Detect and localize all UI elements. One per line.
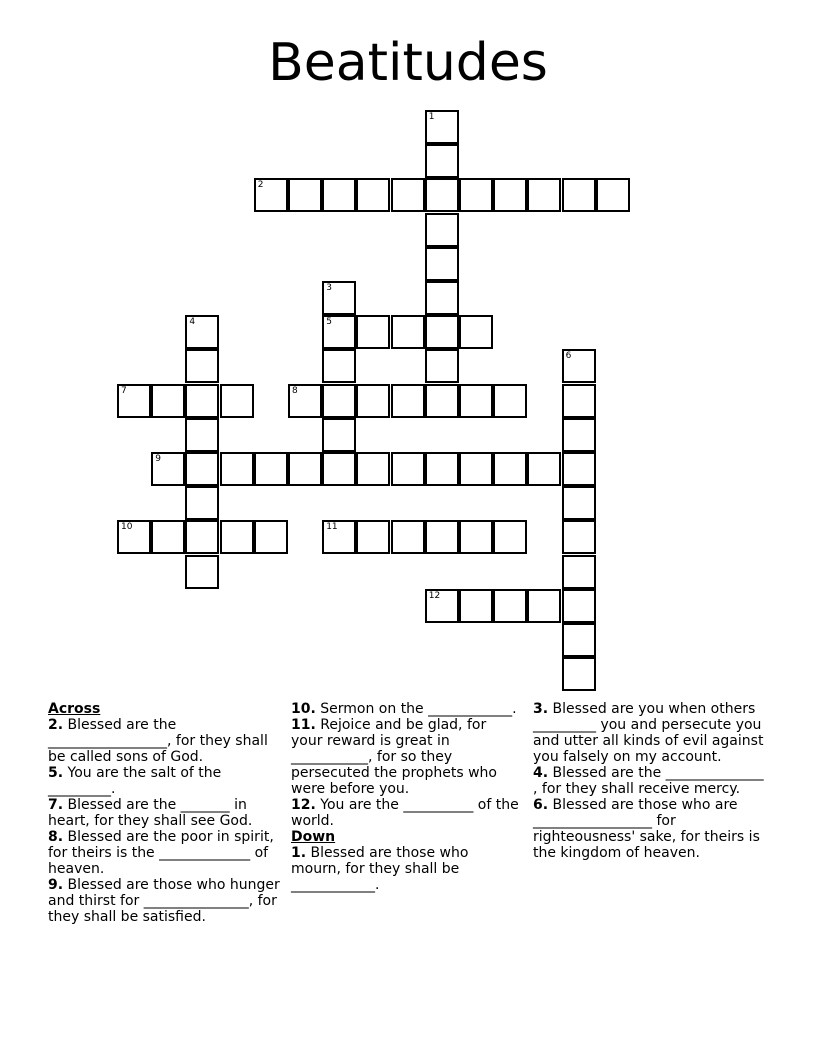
grid-cell[interactable] (185, 315, 219, 349)
grid-cell[interactable] (425, 589, 459, 623)
cell-number: 10 (121, 522, 133, 533)
clue-number: 10. (291, 701, 316, 717)
cell-number: 5 (326, 317, 332, 328)
grid-cell[interactable] (425, 315, 459, 349)
clue-text: Blessed are you when others _________ you and persecute you and utter all kinds of evil against you falsely on my account. (533, 701, 764, 765)
cell-number: 2 (257, 180, 264, 191)
grid-cell[interactable] (322, 315, 356, 349)
grid-cell[interactable] (596, 178, 630, 212)
grid-cell[interactable] (220, 520, 254, 554)
clue-number: 6. (533, 797, 549, 813)
grid-cell[interactable] (185, 452, 219, 486)
grid-cell[interactable] (185, 486, 219, 520)
grid-cell[interactable] (425, 144, 459, 178)
clue-number: 12. (291, 797, 316, 813)
grid-cell[interactable] (459, 520, 493, 554)
grid-cell[interactable] (322, 520, 356, 554)
grid-cell[interactable] (391, 178, 425, 212)
clue-number: 9. (48, 877, 64, 893)
clue-across-11 (291, 717, 521, 797)
grid-cell[interactable] (254, 452, 288, 486)
clue-down-3 (533, 701, 771, 765)
grid-cell[interactable] (425, 349, 459, 383)
grid-cell[interactable] (151, 452, 185, 486)
clue-text: Rejoice and be glad, for your reward is great in ___________, for so they persecuted the prophets who were before you. (291, 717, 497, 797)
grid-cell[interactable] (117, 520, 151, 554)
grid-cell[interactable] (356, 452, 390, 486)
clue-number: 8. (48, 829, 64, 845)
grid-cell[interactable] (151, 384, 185, 418)
grid-cell[interactable] (562, 555, 596, 589)
cell-number: 11 (326, 522, 338, 533)
cell-number: 8 (292, 385, 298, 396)
clue-text: Blessed are those who hunger and thirst for _______________, for they shall be satisfied. (48, 877, 280, 925)
grid-cell[interactable] (459, 315, 493, 349)
grid-cell[interactable] (356, 178, 390, 212)
grid-cell[interactable] (425, 213, 459, 247)
grid-cell[interactable] (254, 178, 288, 212)
grid-cell[interactable] (322, 281, 356, 315)
clues-column-2 (291, 701, 521, 893)
clue-across-10 (291, 701, 521, 717)
clue-across-9 (48, 877, 280, 925)
grid-cell[interactable] (288, 384, 322, 418)
grid-cell[interactable] (562, 384, 596, 418)
cell-number: 7 (121, 385, 127, 396)
grid-cell[interactable] (425, 178, 459, 212)
grid-cell[interactable] (562, 623, 596, 657)
clue-number: 5. (48, 765, 64, 781)
clue-text: Blessed are the poor in spirit, for theirs is the _____________ of heaven. (48, 829, 274, 877)
clue-number: 4. (533, 765, 549, 781)
grid-cell[interactable] (425, 384, 459, 418)
grid-cell[interactable] (493, 178, 527, 212)
grid-cell[interactable] (356, 384, 390, 418)
cell-number: 3 (326, 283, 332, 293)
grid-cell[interactable] (356, 520, 390, 554)
clue-down-1 (291, 845, 521, 893)
grid-cell[interactable] (562, 178, 596, 212)
grid-cell[interactable] (391, 384, 425, 418)
clue-text: You are the salt of the _________. (48, 765, 222, 797)
clue-number: 7. (48, 797, 64, 813)
clue-number: 3. (533, 701, 549, 717)
grid-cell[interactable] (322, 349, 356, 383)
grid-cell[interactable] (220, 384, 254, 418)
clue-text: Sermon on the ____________. (315, 701, 517, 717)
grid-cell[interactable] (185, 520, 219, 554)
clue-text: You are the __________ of the world. (291, 797, 519, 829)
grid-cell[interactable] (185, 384, 219, 418)
clue-down-4 (533, 765, 771, 797)
clues-column-3 (533, 701, 771, 861)
grid-cell[interactable] (288, 178, 322, 212)
grid-cell[interactable] (562, 520, 596, 554)
grid-cell[interactable] (562, 589, 596, 623)
grid-cell[interactable] (322, 384, 356, 418)
grid-cell[interactable] (288, 452, 322, 486)
grid-cell[interactable] (425, 247, 459, 281)
clue-across-2 (48, 717, 280, 765)
grid-cell[interactable] (459, 452, 493, 486)
grid-cell[interactable] (322, 452, 356, 486)
grid-cell[interactable] (527, 178, 561, 212)
clue-text: Blessed are the _________________, for they shall be called sons of God. (48, 717, 268, 765)
clue-number: 1. (291, 845, 307, 861)
clue-across-7 (48, 797, 280, 829)
grid-cell[interactable] (562, 486, 596, 520)
grid-cell[interactable] (459, 589, 493, 623)
clue-text: Blessed are the ______________ , for they shall receive mercy. (533, 765, 764, 797)
grid-cell[interactable] (562, 657, 596, 691)
down-heading: Down (291, 829, 336, 845)
grid-cell[interactable] (185, 555, 219, 589)
grid-cell[interactable] (562, 349, 596, 383)
grid-cell[interactable] (356, 315, 390, 349)
clue-number: 11. (291, 717, 316, 733)
grid-cell[interactable] (493, 384, 527, 418)
grid-cell[interactable] (322, 418, 356, 452)
grid-cell[interactable] (185, 418, 219, 452)
grid-cell[interactable] (459, 384, 493, 418)
grid-cell[interactable] (391, 520, 425, 554)
cell-number: 9 (155, 454, 161, 464)
grid-cell[interactable] (425, 452, 459, 486)
clue-down-6 (533, 797, 771, 861)
grid-cell[interactable] (493, 520, 527, 554)
grid-cell[interactable] (493, 589, 527, 623)
cell-number: 1 (428, 112, 435, 122)
cell-number: 6 (565, 351, 572, 362)
grid-cell[interactable] (220, 452, 254, 486)
page-title: Beatitudes (268, 33, 548, 93)
grid-cell[interactable] (562, 418, 596, 452)
cell-number: 4 (189, 317, 196, 328)
grid-cell[interactable] (425, 520, 459, 554)
clue-across-5 (48, 765, 280, 797)
across-heading: Across (48, 701, 101, 717)
grid-cell[interactable] (493, 452, 527, 486)
grid-cell[interactable] (254, 520, 288, 554)
grid-cell[interactable] (527, 589, 561, 623)
grid-cell[interactable] (459, 178, 493, 212)
grid-cell[interactable] (322, 178, 356, 212)
grid-cell[interactable] (425, 110, 459, 144)
clue-across-8 (48, 829, 280, 877)
grid-cell[interactable] (562, 452, 596, 486)
grid-cell[interactable] (391, 315, 425, 349)
clue-text: Blessed are those who mourn, for they shall be ____________. (291, 845, 469, 893)
cell-number: 12 (428, 590, 441, 601)
grid-cell[interactable] (151, 520, 185, 554)
clue-text: Blessed are those who are _________________ for righteousness' sake, for theirs is the kingdom of heaven. (533, 797, 760, 861)
grid-cell[interactable] (425, 281, 459, 315)
grid-cell[interactable] (117, 384, 151, 418)
grid-cell[interactable] (391, 452, 425, 486)
clues-column-1 (48, 701, 280, 925)
grid-cell[interactable] (527, 452, 561, 486)
clue-number: 2. (48, 717, 64, 733)
clue-across-12 (291, 797, 521, 829)
clue-text: Blessed are the _______ in heart, for they shall see God. (48, 797, 253, 829)
grid-cell[interactable] (185, 349, 219, 383)
